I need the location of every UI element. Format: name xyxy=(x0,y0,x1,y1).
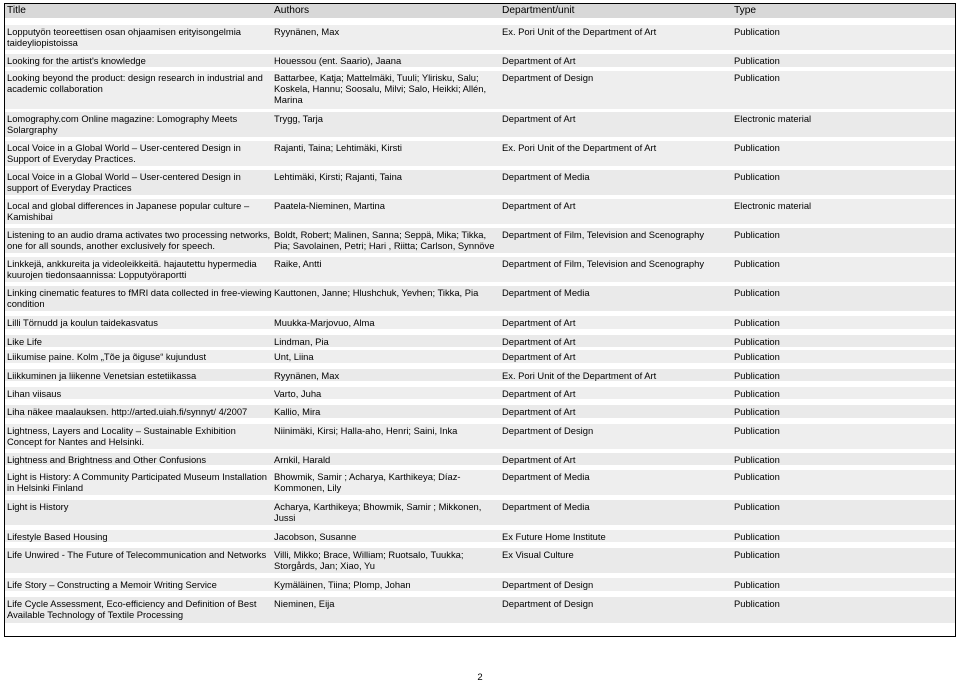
cell-type: Publication xyxy=(734,531,780,542)
cell-title: Listening to an audio drama activates two processing networks, one for all sounds, another exclusively for speech. xyxy=(7,229,271,251)
cell-authors: Lehtimäki, Kirsti; Rajanti, Taina xyxy=(274,171,403,182)
cell-type: Publication xyxy=(734,317,780,328)
cell-department: Department of Design xyxy=(502,598,594,609)
table-row xyxy=(5,405,955,418)
cell-department: Department of Art xyxy=(502,336,576,347)
cell-title: Lomography.com Online magazine: Lomography Meets Solargraphy xyxy=(7,113,238,135)
cell-title: Lightness, Layers and Locality – Sustainable Exhibition Concept for Nantes and Helsinki. xyxy=(7,425,236,447)
cell-authors: Houessou (ent. Saario), Jaana xyxy=(274,55,402,66)
cell-authors: Villi, Mikko; Brace, William; Ruotsalo, Tuukka; Storgårds, Jan; Xiao, Yu xyxy=(274,549,464,571)
cell-title: Local Voice in a Global World – User-centered Design in Support of Everyday Practices. xyxy=(7,142,241,164)
cell-department: Ex. Pori Unit of the Department of Art xyxy=(502,370,657,381)
cell-title: Lihan viisaus xyxy=(7,388,62,399)
cell-department: Ex Visual Culture xyxy=(502,549,574,560)
table-row xyxy=(5,453,955,465)
cell-title: Liha näkee maalauksen. http://arted.uiah.fi/synnyt/ 4/2007 xyxy=(7,406,248,417)
table-row xyxy=(5,530,955,542)
cell-title: Lopputyön teoreettisen osan ohjaamisen erityisongelmia taideyliopistoissa xyxy=(7,26,241,48)
table-row xyxy=(5,54,955,67)
cell-authors: Acharya, Karthikeya; Bhowmik, Samir ; Mikkonen, Jussi xyxy=(274,501,482,523)
table-row xyxy=(5,112,955,137)
cell-authors: Ryynänen, Max xyxy=(274,370,340,381)
table-row xyxy=(5,424,955,449)
header-authors: Authors xyxy=(274,5,310,16)
cell-type: Electronic material xyxy=(734,113,812,124)
cell-type: Publication xyxy=(734,336,780,347)
table-header xyxy=(5,4,955,18)
cell-authors: Rajanti, Taina; Lehtimäki, Kirsti xyxy=(274,142,403,153)
cell-type: Publication xyxy=(734,471,780,482)
cell-title: Lifestyle Based Housing xyxy=(7,531,108,542)
cell-title: Light is History: A Community Participated Museum Installation in Helsinki Finland xyxy=(7,471,268,493)
cell-authors: Kauttonen, Janne; Hlushchuk, Yevhen; Tikka, Pia xyxy=(274,287,479,298)
cell-type: Publication xyxy=(734,171,780,182)
cell-title: Like Life xyxy=(7,336,42,347)
table-row xyxy=(5,141,955,166)
cell-type: Publication xyxy=(734,454,780,465)
cell-type: Publication xyxy=(734,425,780,436)
table-row xyxy=(5,286,955,311)
table-row xyxy=(5,25,955,50)
cell-type: Publication xyxy=(734,549,780,560)
cell-type: Publication xyxy=(734,142,780,153)
table-row xyxy=(5,387,955,399)
cell-title: Life Story – Constructing a Memoir Writing Service xyxy=(7,579,217,590)
cell-type: Publication xyxy=(734,287,780,298)
table-row xyxy=(5,199,955,224)
cell-department: Ex. Pori Unit of the Department of Art xyxy=(502,26,657,37)
cell-title: Local and global differences in Japanese popular culture – Kamishibai xyxy=(7,200,250,222)
cell-title: Lightness and Brightness and Other Confusions xyxy=(7,454,207,465)
cell-department: Department of Art xyxy=(502,200,576,211)
cell-department: Department of Media xyxy=(502,171,590,182)
cell-authors: Arnkil, Harald xyxy=(274,454,331,465)
cell-department: Department of Art xyxy=(502,317,576,328)
cell-type: Publication xyxy=(734,72,780,83)
cell-type: Publication xyxy=(734,55,780,66)
page-number: 2 xyxy=(477,672,483,683)
cell-type: Publication xyxy=(734,579,780,590)
cell-title: Looking beyond the product: design research in industrial and academic collaboration xyxy=(7,72,263,94)
cell-authors: Lindman, Pia xyxy=(274,336,329,347)
cell-department: Department of Design xyxy=(502,425,594,436)
table-row xyxy=(5,71,955,109)
cell-authors: Bhowmik, Samir ; Acharya, Karthikeya; Díaz-Kommonen, Lily xyxy=(274,471,461,493)
cell-department: Department of Art xyxy=(502,388,576,399)
cell-title: Light is History xyxy=(7,501,69,512)
cell-department: Department of Design xyxy=(502,579,594,590)
cell-department: Department of Art xyxy=(502,454,576,465)
cell-authors: Trygg, Tarja xyxy=(274,113,323,124)
cell-authors: Ryynänen, Max xyxy=(274,26,340,37)
table-row xyxy=(5,170,955,195)
cell-title: Liikumise paine. Kolm „Tõe ja õiguse“ kujundust xyxy=(7,351,207,362)
cell-authors: Kallio, Mira xyxy=(274,406,321,417)
header-department: Department/unit xyxy=(502,5,575,16)
cell-department: Department of Media xyxy=(502,501,590,512)
cell-authors: Raike, Antti xyxy=(274,258,322,269)
cell-department: Department of Art xyxy=(502,351,576,362)
cell-title: Looking for the artist's knowledge xyxy=(7,55,146,66)
table-row xyxy=(5,316,955,329)
cell-type: Publication xyxy=(734,406,780,417)
cell-title: Life Cycle Assessment, Eco-efficiency and Definition of Best Available Technology of Textile Processing xyxy=(7,598,257,620)
table-row xyxy=(5,257,955,282)
cell-title: Life Unwired - The Future of Telecommunication and Networks xyxy=(7,549,267,560)
cell-title: Liikkuminen ja liikenne Venetsian estetiikassa xyxy=(7,370,197,381)
cell-type: Publication xyxy=(734,370,780,381)
table-row xyxy=(5,335,955,347)
table-row xyxy=(5,548,955,573)
table-row xyxy=(5,578,955,591)
cell-title: Linking cinematic features to fMRI data collected in free-viewing condition xyxy=(7,287,272,309)
cell-department: Department of Film, Television and Scenography xyxy=(502,258,705,269)
table-row xyxy=(5,228,955,253)
cell-department: Department of Art xyxy=(502,113,576,124)
cell-type: Publication xyxy=(734,351,780,362)
cell-department: Department of Art xyxy=(502,406,576,417)
cell-authors: Muukka-Marjovuo, Alma xyxy=(274,317,375,328)
cell-authors: Jacobson, Susanne xyxy=(274,531,357,542)
cell-authors: Nieminen, Eija xyxy=(274,598,335,609)
table-row xyxy=(5,597,955,623)
cell-department: Ex Future Home Institute xyxy=(502,531,606,542)
cell-type: Publication xyxy=(734,258,780,269)
cell-authors: Niinimäki, Kirsi; Halla-aho, Henri; Saini, Inka xyxy=(274,425,458,436)
cell-type: Publication xyxy=(734,598,780,609)
cell-authors: Kymäläinen, Tiina; Plomp, Johan xyxy=(274,579,411,590)
cell-type: Publication xyxy=(734,388,780,399)
cell-type: Publication xyxy=(734,26,780,37)
cell-department: Department of Media xyxy=(502,287,590,298)
table-row xyxy=(5,470,955,495)
cell-authors: Unt, Liina xyxy=(274,351,314,362)
cell-authors: Boldt, Robert; Malinen, Sanna; Seppä, Mika; Tikka, Pia; Savolainen, Petri; Hari , Riitta; Carlson, Synnöve xyxy=(274,229,495,251)
cell-department: Department of Design xyxy=(502,72,594,83)
cell-authors: Varto, Juha xyxy=(274,388,322,399)
cell-title: Lilli Törnudd ja koulun taidekasvatus xyxy=(7,317,158,328)
cell-title: Local Voice in a Global World – User-centered Design in support of Everyday Practices xyxy=(7,171,241,193)
cell-type: Electronic material xyxy=(734,200,812,211)
cell-type: Publication xyxy=(734,229,780,240)
table-row xyxy=(5,369,955,381)
table-row xyxy=(5,500,955,525)
cell-authors: Battarbee, Katja; Mattelmäki, Tuuli; Ylirisku, Salu; Koskela, Hannu; Soosalu, Milvi; Salo, Heikki; Allén, Marina xyxy=(274,72,487,105)
cell-authors: Paatela-Nieminen, Martina xyxy=(274,200,385,211)
cell-department: Department of Art xyxy=(502,55,576,66)
header-title: Title xyxy=(7,5,26,16)
cell-type: Publication xyxy=(734,501,780,512)
cell-department: Department of Film, Television and Scenography xyxy=(502,229,705,240)
cell-department: Ex. Pori Unit of the Department of Art xyxy=(502,142,657,153)
table-row xyxy=(5,350,955,363)
cell-department: Department of Media xyxy=(502,471,590,482)
cell-title: Linkkejä, ankkureita ja videoleikkeitä. hajautettu hypermedia kuurojen tiedonsaannissa: Lopputyöraportti xyxy=(7,258,257,280)
header-type: Type xyxy=(734,5,757,16)
